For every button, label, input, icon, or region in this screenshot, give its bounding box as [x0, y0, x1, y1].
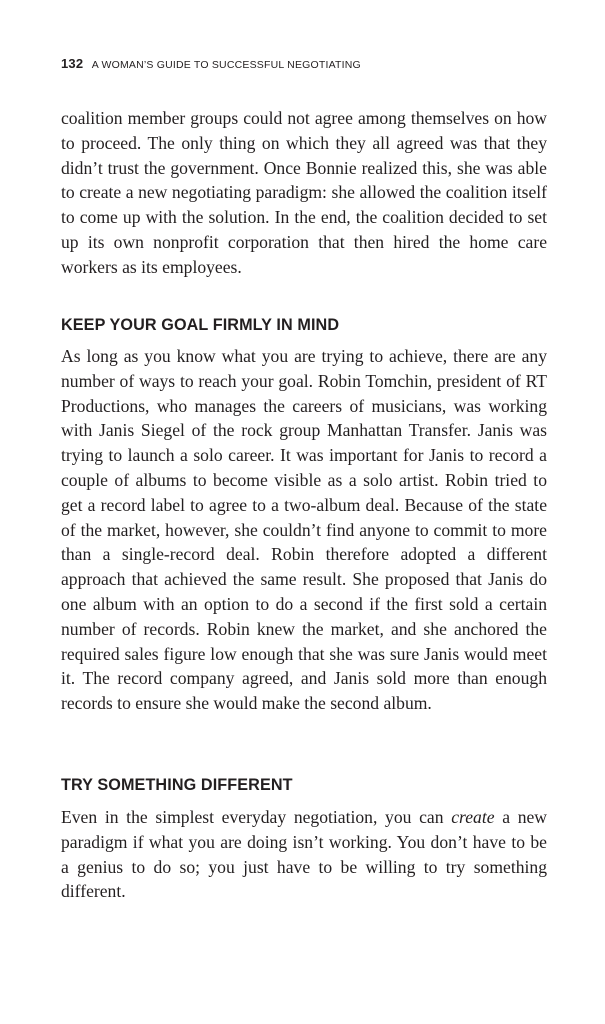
running-head	[61, 55, 361, 73]
heading-keep-your-goal: KEEP YOUR GOAL FIRMLY IN MIND	[61, 316, 340, 334]
page-number: 132	[61, 56, 84, 71]
paragraph-coalition: coalition member groups could not agree among themselves on how to proceed. The only thing on which they all agreed was that they didn’t trust the government. Once Bonnie realized this, she was able to create a new negotiating paradigm: she allowed the coalition itself to come up with the solution. In the end, the coalition decided to set up its own nonprofit corporation that then hired the home care workers as its employees.	[61, 108, 547, 277]
paragraph-text-start: Even in the simplest everyday negotiation, you can	[61, 807, 452, 827]
book-title: A WOMAN’S GUIDE TO SUCCESSFUL NEGOTIATING	[91, 59, 361, 71]
heading-try-something-different: TRY SOMETHING DIFFERENT	[61, 776, 293, 794]
paragraph-robin-tomchin: As long as you know what you are trying to achieve, there are any number of ways to reach your goal. Robin Tomchin, president of RT Productions, who manages the careers of musicians, was working with Janis Siegel of the rock group Manhattan Transfer. Janis was trying to launch a solo career. It was important for Janis to record a couple of albums to become visible as a solo artist. Robin tried to get a record label to agree to a two-album deal. Because of the state of the market, however, she couldn’t find anyone to commit to more than a single-record deal. Robin therefore adopted a different approach that achieved the same result. She proposed that Janis do one album with an option to do a second if the first sold a certain number of records. Robin knew the market, and she anchored the required sales figure low enough that she was sure Janis would meet it. The record company agreed, and Janis sold more than enough records to ensure she would make the second album.	[61, 346, 547, 714]
paragraph-everyday-negotiation	[61, 805, 547, 904]
emphasis-create: create	[451, 807, 495, 827]
paragraph-text-end: a new paradigm if what you are doing isn’t working. You don’t have to be a genius to do so; you just have to be willing to try something different.	[61, 807, 548, 902]
